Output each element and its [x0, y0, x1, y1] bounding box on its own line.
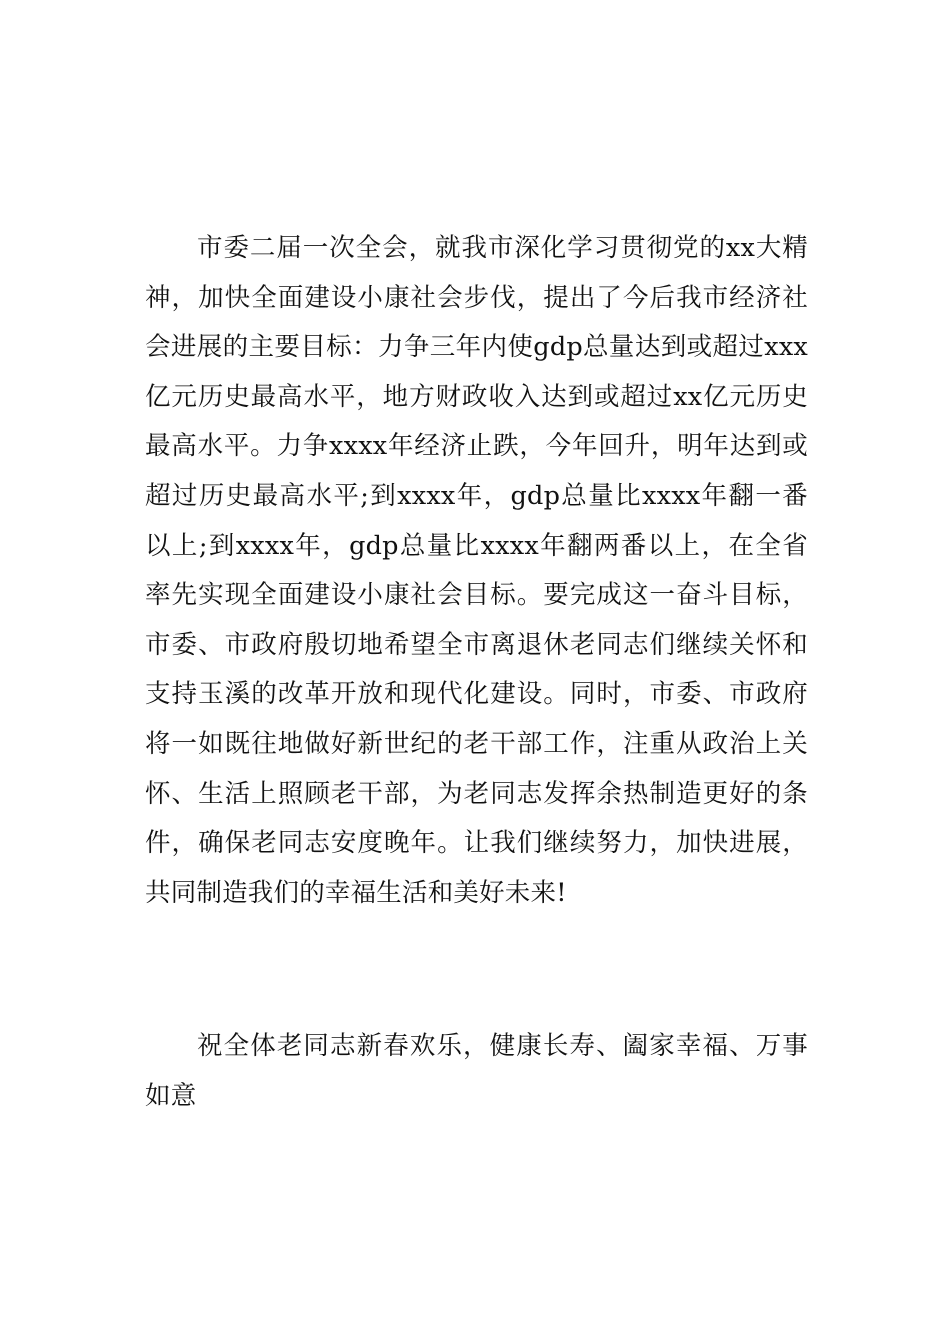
body-paragraph: 市委二届一次全会，就我市深化学习贯彻党的xx大精神，加快全面建设小康社会步伐，提出了今后我市经济社会进展的主要目标：力争三年内使gdp总量达到或超过xxx亿元历史最高水平，地方财政收入达到或超过xx亿元历史最高水平。力争xxxx年经济止跌，今年回升，明年达到或超过历史最高水平;到xxxx年，gdp总量比xxxx年翻一番以上;到xxxx年，gdp总量比xxxx年翻两番以上，在全省率先实现全面建设小康社会目标。要完成这一奋斗目标，市委、市政府殷切地希望全市离退休老同志们继续关怀和支持玉溪的改革开放和现代化建设。同时，市委、市政府将一如既往地做好新世纪的老干部工作，注重从政治上关怀、生活上照顾老干部，为老同志发挥余热制造更好的条件，确保老同志安度晚年。让我们继续努力，加快进展，共同制造我们的幸福生活和美好未来! — [145, 233, 808, 908]
closing-greeting-paragraph: 祝全体老同志新春欢乐，健康长寿、阖家幸福、万事如意 — [145, 1031, 808, 1111]
